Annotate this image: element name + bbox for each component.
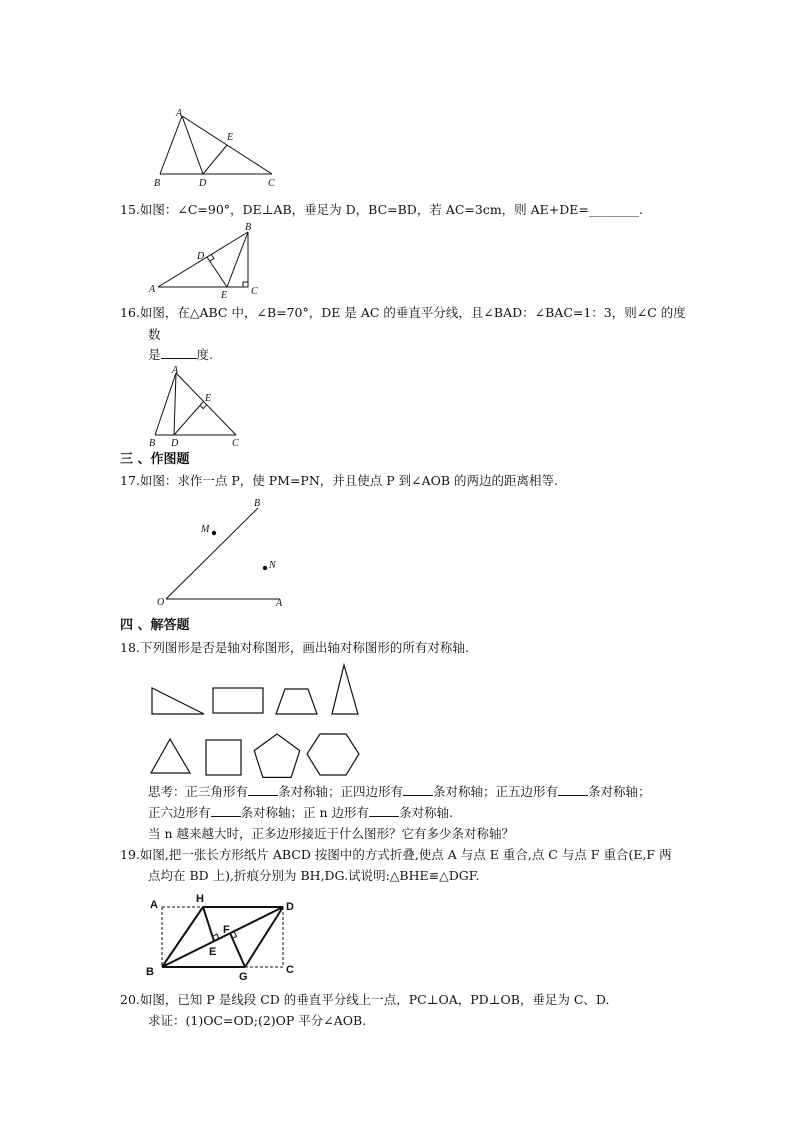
right-triangle-shape (152, 688, 204, 714)
answer-blank[interactable] (211, 816, 241, 817)
label-D: D (199, 178, 207, 189)
think-line-1 (148, 784, 651, 800)
think-text: 条对称轴. (399, 805, 453, 820)
answer-blank[interactable] (558, 795, 588, 796)
label-A: A (172, 365, 179, 376)
label-D: D (197, 251, 205, 262)
label-O: O (157, 597, 165, 608)
trapezoid-shape (276, 689, 317, 714)
question-19-line1: 19.如图,把一张长方形纸片 ABCD 按图中的方式折叠,使点 A 与点 E 重合,点 C 与点 F 重合(E,F 两 (120, 847, 672, 862)
label-C: C (286, 964, 294, 976)
question-16-line1: 16.如图，在△ABC 中，∠B=70°，DE 是 AC 的垂直平分线，且∠BAD：∠BAC=1：3，则∠C 的度 (120, 305, 686, 320)
square-shape (206, 740, 241, 775)
question-15: 15.如图：∠C=90°，DE⊥AB，垂足为 D，BC=BD，若 AC=3cm，则 AE+DE=________. (120, 202, 643, 217)
label-E: E (209, 946, 217, 958)
think-line-3: 当 n 越来越大时，正多边形接近于什么图形？它有多少条对称轴？ (148, 826, 514, 841)
label-B: B (149, 438, 156, 449)
think-text: 条对称轴； (588, 784, 651, 799)
answer-blank[interactable] (369, 816, 399, 817)
think-text: 条对称轴；正五边形有 (433, 784, 559, 799)
figure-q16 (140, 360, 260, 450)
label-A: A (150, 899, 158, 911)
label-F: F (223, 924, 230, 936)
answer-blank[interactable] (161, 358, 197, 359)
label-E: E (205, 393, 212, 404)
label-D: D (286, 901, 294, 913)
q16-prefix: 是 (148, 347, 161, 362)
think-text: 正六边形有 (148, 805, 211, 820)
isosceles-triangle-shape (332, 665, 358, 714)
label-M: M (201, 524, 210, 535)
figure-q17 (150, 492, 300, 610)
pentagon-shape (254, 734, 300, 777)
think-text: 条对称轴；正 n 边形有 (240, 805, 370, 820)
question-20-line2: 求证：(1)OC=OD;(2)OP 平分∠AOB. (148, 1013, 367, 1028)
rectangle-shape (213, 688, 263, 713)
figure-q14 (150, 104, 290, 188)
question-18: 18.下列图形是否是轴对称图形，画出轴对称图形的所有对称轴. (120, 640, 469, 655)
figure-q18-shapes (145, 662, 370, 780)
think-text: 条对称轴；正四边形有 (278, 784, 404, 799)
think-text: 思考：正三角形有 (148, 784, 249, 799)
point-N (263, 566, 267, 570)
section-heading-3: 三 、作图题 (120, 452, 190, 467)
label-B: B (146, 966, 154, 978)
think-line-2 (148, 805, 453, 821)
label-C: C (268, 178, 275, 189)
label-C: C (232, 438, 239, 449)
label-E: E (221, 290, 228, 301)
question-17: 17.如图：求作一点 P，使 PM=PN，并且使点 P 到∠AOB 的两边的距离相等. (120, 473, 559, 488)
label-C: C (251, 286, 258, 297)
label-B: B (245, 222, 252, 233)
equilateral-triangle-shape (151, 739, 190, 773)
label-H: H (196, 893, 204, 905)
label-B: B (254, 498, 261, 509)
label-E: E (227, 132, 234, 143)
answer-blank[interactable] (248, 795, 278, 796)
question-19-line2: 点均在 BD 上),折痕分别为 BH,DG.试说明:△BHE≌△DGF. (148, 868, 480, 883)
label-A: A (176, 108, 183, 119)
section-heading-4: 四 、解答题 (120, 618, 190, 633)
figure-q15 (145, 220, 265, 300)
answer-blank[interactable] (403, 795, 433, 796)
question-20-line1: 20.如图，已知 P 是线段 CD 的垂直平分线上一点，PC⊥OA，PD⊥OB，垂足为 C、D. (120, 992, 610, 1007)
label-B: B (154, 178, 161, 189)
label-D: D (171, 438, 179, 449)
label-N: N (269, 560, 276, 571)
figure-q19 (140, 890, 310, 982)
point-M (212, 531, 216, 535)
question-16-line2: 数 (148, 327, 161, 342)
label-A: A (149, 284, 156, 295)
label-A: A (276, 598, 283, 609)
label-G: G (239, 971, 248, 983)
hexagon-shape (307, 734, 359, 775)
q16-suffix: 度. (196, 347, 213, 362)
